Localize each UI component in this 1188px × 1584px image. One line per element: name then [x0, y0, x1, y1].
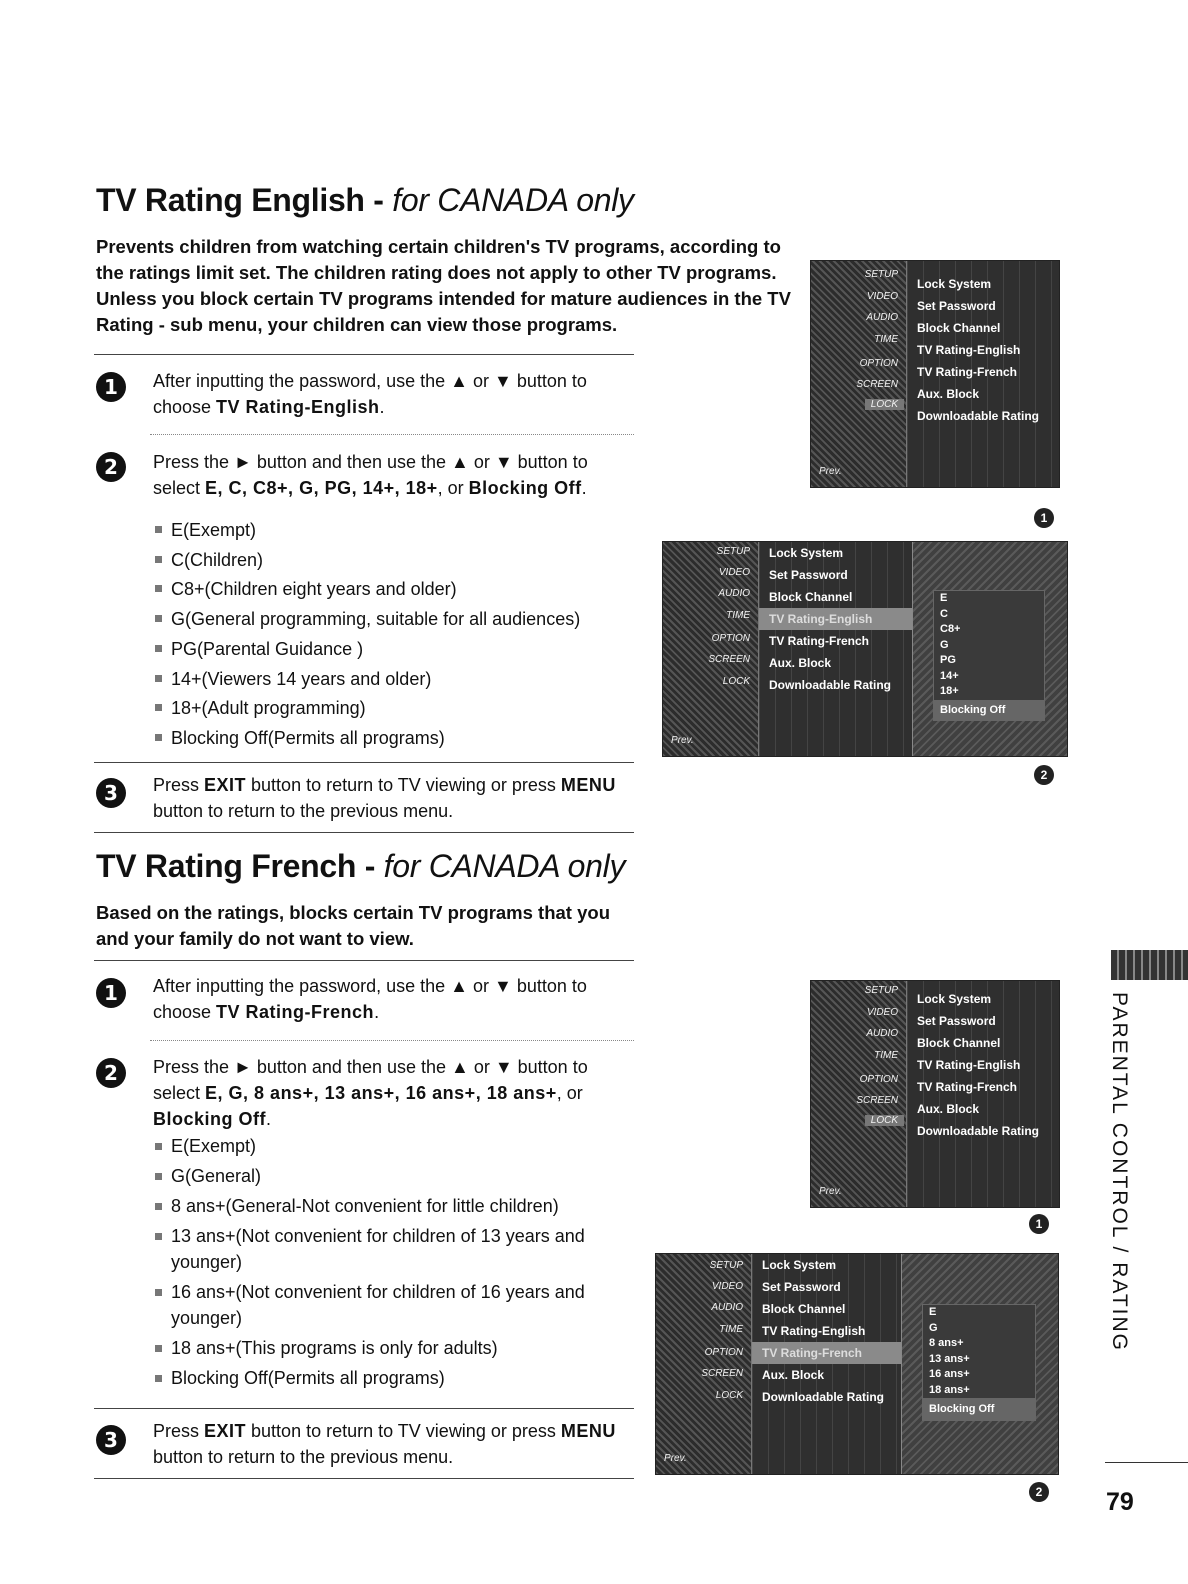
sidebar-label: SETUP	[709, 1260, 743, 1271]
menu-item: TV Rating-French	[917, 365, 1018, 379]
sidebar-label: SCREEN	[701, 1368, 743, 1379]
step-number: 1	[96, 372, 126, 402]
rating-item: C	[940, 607, 948, 620]
rating-item: 18+	[940, 685, 959, 697]
sidebar-label: LOCK	[865, 1115, 904, 1126]
list-item: 18+(Adult programming)	[153, 694, 580, 724]
menu-item: Downloadable Rating	[762, 1390, 885, 1404]
menu-item: Downloadable Rating	[917, 1124, 1040, 1138]
section-title-french: TV Rating French - for CANADA only	[96, 848, 626, 884]
list-item: 8 ans+(General-Not convenient for little children)	[153, 1193, 603, 1219]
menu-item: Lock System	[762, 1258, 837, 1272]
list-item: PG(Parental Guidance )	[153, 635, 580, 665]
divider	[94, 832, 634, 833]
divider	[94, 1408, 634, 1409]
list-item: 14+(Viewers 14 years and older)	[153, 665, 580, 695]
menu-item: Downloadable Rating	[769, 678, 892, 692]
step-2-french: Press the ► button and then use the ▲ or ▼ button to select E, G, 8 ans+, 13 ans+, 16 ans+, 18 ans+, or Blocking Off.	[153, 1057, 588, 1129]
tv-menu-items	[906, 261, 1060, 487]
sidebar-label: AUDIO	[718, 588, 750, 599]
step-1-english: After inputting the password, use the ▲ or ▼ button to choose TV Rating-English.	[153, 371, 587, 417]
tv-menu-screenshot-french-2	[655, 1253, 1059, 1475]
step-number: 1	[96, 978, 126, 1008]
menu-item: Aux. Block	[917, 1102, 980, 1116]
step-number: 3	[96, 778, 126, 808]
tv-menu-items	[758, 542, 913, 756]
menu-item: TV Rating-French	[917, 1080, 1018, 1094]
rating-item-selected: Blocking Off	[923, 1398, 1035, 1420]
rating-item: 13 ans+	[929, 1352, 970, 1365]
list-item: E(Exempt)	[153, 516, 580, 546]
rating-item: C8+	[940, 623, 961, 635]
sidebar-label: OPTION	[704, 1347, 743, 1358]
prev-label: Prev.	[664, 1453, 687, 1464]
menu-item: Lock System	[769, 546, 844, 560]
figure-marker: 2	[1029, 1482, 1049, 1502]
menu-item: Block Channel	[762, 1302, 846, 1316]
rating-submenu	[912, 542, 1068, 756]
rating-submenu	[901, 1254, 1059, 1474]
menu-item: Downloadable Rating	[917, 409, 1040, 423]
rating-options-french	[153, 1133, 603, 1391]
tv-menu-items	[906, 981, 1060, 1207]
list-item: 13 ans+(Not convenient for children of 13 years and younger)	[153, 1223, 603, 1275]
menu-item: Set Password	[917, 1014, 996, 1028]
sidebar-label: VIDEO	[718, 567, 750, 578]
sidebar-label: TIME	[874, 334, 898, 345]
step-3-english: Press EXIT button to return to TV viewing or press MENU button to return to the previous menu.	[153, 775, 616, 821]
intro-french: Based on the ratings, blocks certain TV programs that you and your family do not want to view.	[96, 902, 610, 949]
prev-label: Prev.	[671, 735, 694, 746]
rating-item: 8 ans+	[929, 1337, 964, 1349]
rating-item: G	[929, 1321, 938, 1334]
sidebar-label: OPTION	[711, 633, 750, 644]
menu-item: TV Rating-English	[917, 343, 1021, 357]
step-3-french: Press EXIT button to return to TV viewing or press MENU button to return to the previous menu.	[153, 1421, 616, 1467]
sidebar-label: LOCK	[865, 399, 904, 410]
sidebar-label: SETUP	[864, 269, 898, 280]
step-number: 3	[96, 1425, 126, 1455]
figure-marker: 1	[1029, 1214, 1049, 1234]
tv-menu-sidebar	[663, 542, 758, 756]
list-item: 16 ans+(Not convenient for children of 16 years and younger)	[153, 1279, 603, 1331]
sidebar-label: SCREEN	[856, 379, 898, 390]
list-item: 18 ans+(This programs is only for adults)	[153, 1335, 603, 1361]
dotted-divider	[150, 1040, 634, 1041]
figure-marker: 2	[1034, 765, 1054, 785]
menu-item: Lock System	[917, 992, 992, 1006]
divider	[94, 354, 634, 355]
rating-list	[933, 590, 1045, 721]
tv-menu-sidebar	[811, 981, 906, 1207]
intro-english: Prevents children from watching certain children's TV programs, according to the ratings limit set. The children rating does not apply to other TV programs. Unless you block certain TV programs intended for mature audiences in the TV Rating - sub menu, your children can view those programs.	[96, 236, 791, 335]
menu-item: Block Channel	[769, 590, 853, 604]
menu-item: Block Channel	[917, 1036, 1001, 1050]
tv-menu-items	[751, 1254, 902, 1474]
menu-item: Lock System	[917, 277, 992, 291]
step-2-english: Press the ► button and then use the ▲ or ▼ button to select E, C, C8+, G, PG, 14+, 18+, or Blocking Off.	[153, 452, 588, 498]
chapter-tab	[1111, 950, 1188, 980]
list-item: G(General programming, suitable for all audiences)	[153, 605, 580, 635]
step-number: 2	[96, 452, 126, 482]
sidebar-label: VIDEO	[866, 291, 898, 302]
sidebar-label: SCREEN	[856, 1095, 898, 1106]
menu-item: TV Rating-English	[762, 1324, 866, 1338]
sidebar-label: SETUP	[716, 546, 750, 557]
rating-list	[922, 1304, 1036, 1421]
sidebar-label: VIDEO	[711, 1281, 743, 1292]
rating-item: 18 ans+	[929, 1383, 970, 1396]
menu-item: Aux. Block	[769, 656, 832, 670]
page-number: 79	[1106, 1488, 1134, 1516]
list-item: C8+(Children eight years and older)	[153, 575, 580, 605]
step-1-french: After inputting the password, use the ▲ or ▼ button to choose TV Rating-French.	[153, 976, 587, 1022]
menu-item: Aux. Block	[917, 387, 980, 401]
divider	[94, 1478, 634, 1479]
menu-item: Set Password	[917, 299, 996, 313]
prev-label: Prev.	[819, 1186, 842, 1197]
chapter-title-vertical: PARENTAL CONTROL / RATING	[1108, 992, 1131, 1352]
menu-item: Set Password	[769, 568, 848, 582]
menu-item: TV Rating-English	[917, 1058, 1021, 1072]
divider	[94, 762, 634, 763]
dotted-divider	[150, 434, 634, 435]
page-number-rule	[1105, 1462, 1188, 1463]
tv-menu-screenshot-english-2	[662, 541, 1068, 757]
sidebar-label: AUDIO	[866, 312, 898, 323]
sidebar-label: VIDEO	[866, 1007, 898, 1018]
menu-item: Aux. Block	[762, 1368, 825, 1382]
rating-item: 16 ans+	[929, 1368, 970, 1380]
sidebar-label: OPTION	[859, 1074, 898, 1085]
list-item: C(Children)	[153, 546, 580, 576]
sidebar-label: AUDIO	[866, 1028, 898, 1039]
sidebar-label: OPTION	[859, 358, 898, 369]
rating-item-selected: Blocking Off	[934, 700, 1044, 720]
rating-item: G	[940, 638, 949, 651]
rating-item: E	[929, 1306, 937, 1318]
menu-item: Set Password	[762, 1280, 841, 1294]
sidebar-label: AUDIO	[711, 1302, 743, 1313]
list-item: G(General)	[153, 1163, 603, 1189]
rating-options-english	[153, 516, 580, 754]
sidebar-label: LOCK	[715, 1390, 743, 1401]
divider	[94, 960, 634, 961]
menu-item-selected: TV Rating-French	[752, 1342, 902, 1364]
menu-item: TV Rating-French	[769, 634, 870, 648]
sidebar-label: TIME	[726, 610, 750, 621]
menu-item: Block Channel	[917, 321, 1001, 335]
prev-label: Prev.	[819, 466, 842, 477]
tv-menu-sidebar	[656, 1254, 751, 1474]
figure-marker: 1	[1034, 508, 1054, 528]
step-number: 2	[96, 1058, 126, 1088]
list-item: Blocking Off(Permits all programs)	[153, 1365, 603, 1391]
tv-menu-screenshot-french-1	[810, 980, 1060, 1208]
sidebar-label: SETUP	[864, 985, 898, 996]
tv-menu-sidebar	[811, 261, 906, 487]
menu-item-selected: TV Rating-English	[759, 608, 913, 630]
tv-menu-screenshot-english-1	[810, 260, 1060, 488]
rating-item: PG	[940, 654, 956, 666]
rating-item: E	[940, 592, 948, 604]
list-item: Blocking Off(Permits all programs)	[153, 724, 580, 754]
sidebar-label: SCREEN	[708, 654, 750, 665]
sidebar-label: TIME	[719, 1324, 743, 1335]
sidebar-label: LOCK	[722, 676, 750, 687]
sidebar-label: TIME	[874, 1050, 898, 1061]
rating-item: 14+	[940, 669, 959, 682]
list-item: E(Exempt)	[153, 1133, 603, 1159]
section-title-english: TV Rating English - for CANADA only	[96, 182, 634, 218]
